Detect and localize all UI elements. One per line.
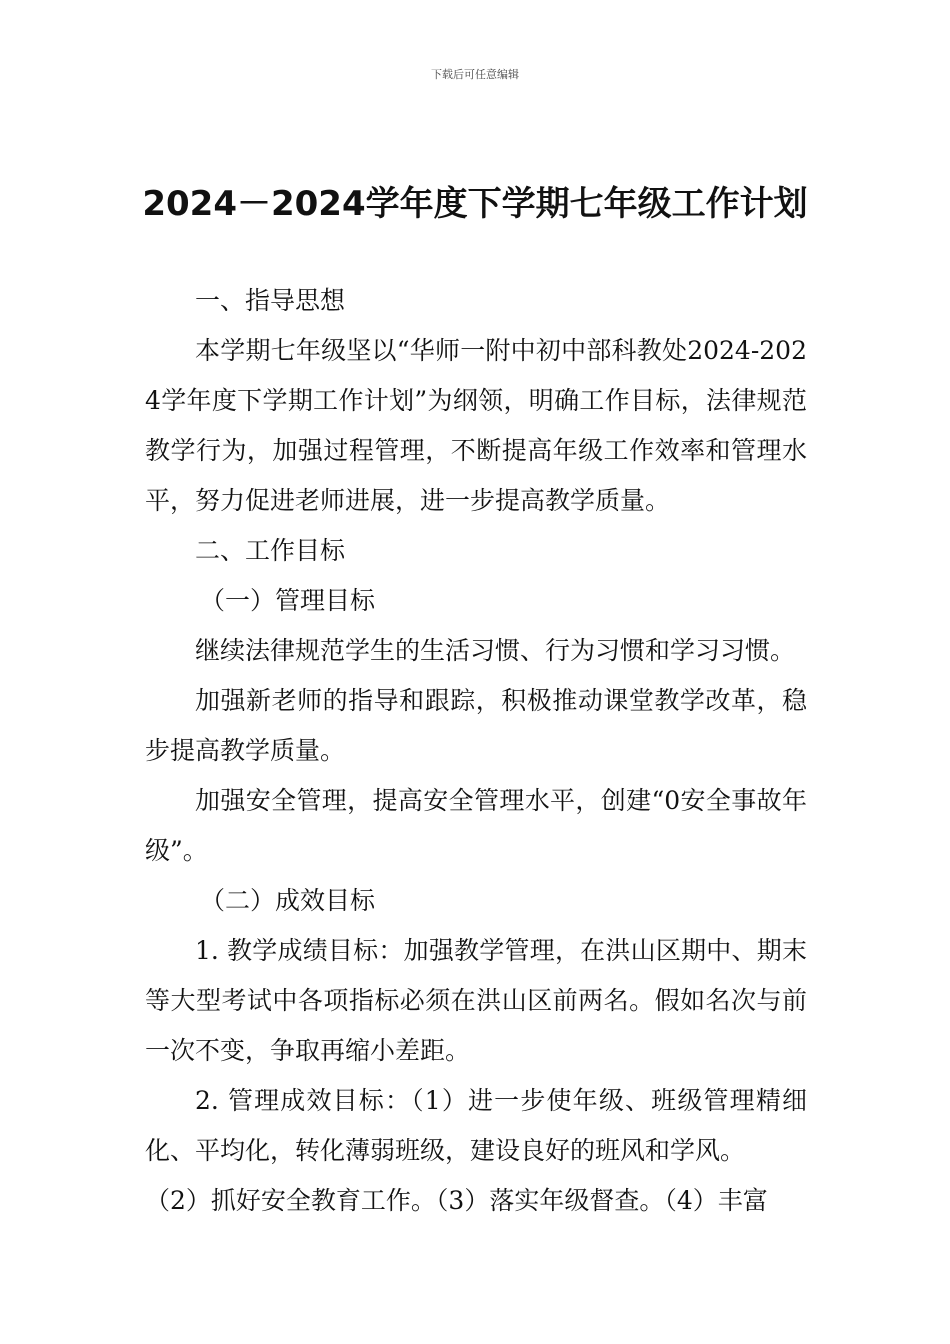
- paragraph-teaching-score-goal: 1. 教学成绩目标：加强教学管理，在洪山区期中、期末等大型考试中各项指标必须在洪山区前两名。假如名次与前一次不变，争取再缩小差距。: [145, 936, 807, 1065]
- paragraph-safety: 加强安全管理，提高安全管理水平，创建“0安全事故年级”。: [145, 786, 807, 865]
- paragraph-new-teachers: 加强新老师的指导和跟踪，积极推动课堂教学改革，稳步提高教学质量。: [145, 686, 807, 765]
- section-heading-guiding-ideology: 一、指导思想: [195, 286, 346, 315]
- subsection-heading-management-goals: （一）管理目标: [200, 586, 376, 615]
- paragraph-management-outcome-continued: （2）抓好安全教育工作。（3）落实年级督查。（4）丰富: [145, 1186, 768, 1215]
- section-heading-work-goals: 二、工作目标: [195, 536, 346, 565]
- paragraph-management-outcome-goal: 2. 管理成效目标：（1）进一步使年级、班级管理精细化、平均化，转化薄弱班级，建设良好的班风和学风。: [145, 1086, 807, 1165]
- paragraph-habits: 继续法律规范学生的生活习惯、行为习惯和学习习惯。: [195, 636, 796, 665]
- paragraph-guiding-ideology: 本学期七年级坚以“华师一附中初中部科教处2024-2024学年度下学期工作计划”为纲领，明确工作目标，法律规范教学行为，加强过程管理，不断提高年级工作效率和管理水平，努力促进老师进展，进一步提高教学质量。: [145, 336, 807, 515]
- document-body: [145, 276, 807, 1226]
- subsection-heading-outcome-goals: （二）成效目标: [200, 886, 376, 915]
- document-title: 2024－2024学年度下学期七年级工作计划: [142, 184, 808, 224]
- header-note: 下载后可任意编辑: [431, 68, 519, 81]
